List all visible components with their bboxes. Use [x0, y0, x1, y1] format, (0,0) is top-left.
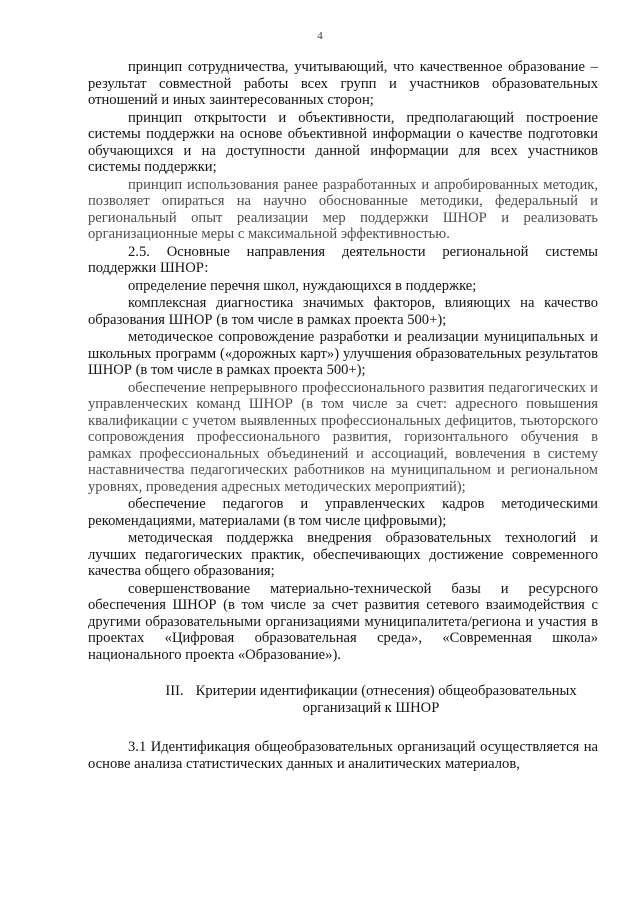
paragraph-diagnostics: комплексная диагностика значимых факторов, влияющих на качество образования ШНОР (в том числе в рамках проекта 500+);	[88, 295, 598, 328]
paragraph-school-list: определение перечня школ, нуждающихся в поддержке;	[128, 277, 477, 294]
paragraph-openness-principle: принцип открытости и объективности, предполагающий построение системы поддержки на основе объективной информации о качестве подготовки обучающихся и на доступности данной информации для всех участников системы поддержки;	[88, 109, 598, 175]
section-number: III.	[165, 683, 184, 699]
paragraph-material-base: совершенствование материально-технической базы и ресурсного обеспечения ШНОР (в том числе за счет развития сетевого взаимодействия с другими образовательными организациями муниципалитета/региона и участия в проектах «Цифровая образовательная среда», «Современная школа» национального проекта «Образование»).	[88, 580, 598, 663]
paragraph-cooperation-principle: принцип сотрудничества, учитывающий, что качественное образование – результат совместной работы всех групп и участников образовательных отношений и иных заинтересованных сторон;	[88, 59, 598, 108]
page-number: 4	[317, 30, 323, 42]
paragraph-3-1: 3.1 Идентификация общеобразовательных организаций осуществляется на основе анализа статистических данных и аналитических материалов,	[88, 739, 598, 772]
section-heading	[88, 683, 598, 717]
paragraph-teacher-materials: обеспечение педагогов и управленческих кадров методическими рекомендациями, материалами (в том числе цифровыми);	[88, 496, 598, 529]
section-heading-line1	[144, 683, 598, 700]
section-title-line2: организаций к ШНОР	[302, 700, 440, 716]
paragraph-technology-support: методическая поддержка внедрения образовательных технологий и лучших педагогических практик, обеспечивающих достижение современного качества общего образования;	[88, 530, 598, 579]
paragraph-methods-principle: принцип использования ранее разработанных и апробированных методик, позволяет опираться на научно обоснованные методики, федеральный и региональный опыт реализации мер поддержки ШНОР и реализовать организационные меры с максимальной эффективностью.	[88, 176, 598, 242]
paragraph-professional-development: обеспечение непрерывного профессионального развития педагогических и управленческих команд ШНОР (в том числе за счет: адресного повышения квалификации с учетом выявленных профессиональных дефицитов, тьюторского сопровождения профессионального развития, горизонтального обучения в рамках профессиональных объединений и ассоциаций, вовлечения в систему наставничества педагогических работников на муниципальном и региональном уровнях, проведения адресных методических мероприятий);	[88, 379, 598, 495]
section-title-line1: Критерии идентификации (отнесения) общеобразовательных	[195, 683, 577, 699]
body-text	[88, 59, 598, 773]
paragraph-methodical-support: методическое сопровождение разработки и реализации муниципальных и школьных программ («дорожных карт») улучшения образовательных результатов ШНОР (в том числе в рамках проекта 500+);	[88, 329, 598, 378]
paragraph-2-5-heading: 2.5. Основные направления деятельности региональной системы поддержки ШНОР:	[88, 243, 598, 276]
